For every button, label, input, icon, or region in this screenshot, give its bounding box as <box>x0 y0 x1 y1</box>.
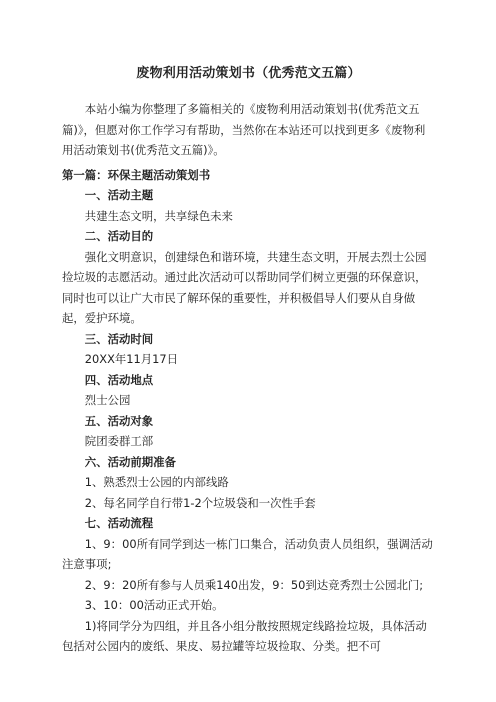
document-title: 废物利用活动策划书（优秀范文五篇） <box>136 66 361 81</box>
text-flow-3: 3、10：00活动正式开始。 <box>84 598 224 612</box>
heading-purpose: 二、活动目的 <box>84 229 154 243</box>
heading-target: 五、活动对象 <box>84 413 154 428</box>
text-prep-2: 2、每名同学自行带1-2个垃圾袋和一次性手套 <box>84 495 316 510</box>
text-target: 院团委群工部 <box>84 434 154 448</box>
text-theme: 共建生态文明，共享绿色未来 <box>84 208 233 223</box>
heading-place: 四、活动地点 <box>84 372 154 387</box>
text-prep-1: 1、熟悉烈士公园的内部线路 <box>84 475 229 489</box>
heading-time: 三、活动时间 <box>84 331 154 346</box>
heading-prep: 六、活动前期准备 <box>84 454 176 469</box>
text-place: 烈士公园 <box>84 393 131 407</box>
heading-theme: 一、活动主题 <box>84 188 154 202</box>
heading-flow: 七、活动流程 <box>84 516 154 530</box>
text-time: 20XX年11月17日 <box>84 352 179 366</box>
intro-paragraph: 本站小编为你整理了多篇相关的《废物利用活动策划书(优秀范文五篇)》，但愿对你工作学习有帮助，当然你在本站还可以找到更多《废物利用活动策划书(优秀范文五篇)》。 <box>62 102 426 157</box>
text-flow-3a: 1)将同学分为四组，并且各小组分散按照规定线路捡垃圾，具体活动包括对公园内的废纸、果皮、易拉罐等垃圾捡取、分类。把不可 <box>62 618 427 653</box>
section-heading: 第一篇：环保主题活动策划书 <box>62 167 211 182</box>
text-flow-1: 1、9：00所有同学到达一栋门口集合，活动负责人员组织，强调活动注意事项; <box>62 536 433 571</box>
text-flow-2: 2、9：20所有参与人员乘140出发，9：50到达竞秀烈士公园北门; <box>84 577 424 592</box>
text-purpose: 强化文明意识，创建绿色和谐环境，共建生态文明，开展去烈士公园捡垃圾的志愿活动。通过此次活动可以帮助同学们树立更强的环保意识，同时也可以让广大市民了解环保的重要性，并积极倡导人们要从自身做起，爱护环境。 <box>62 249 427 325</box>
